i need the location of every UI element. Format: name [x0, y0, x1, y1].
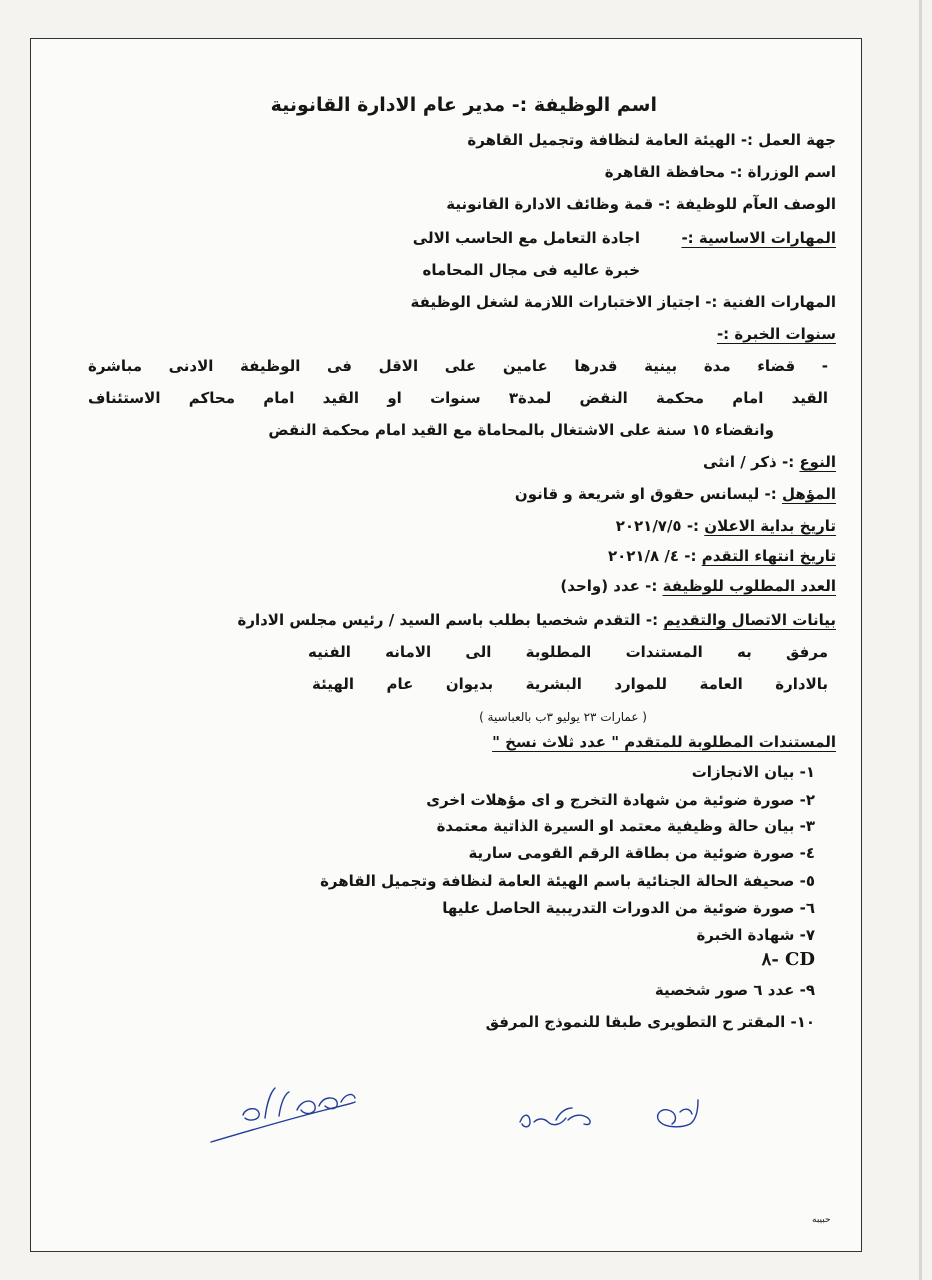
document-item: ١٠- المقتر ح التطويرى طبقا للنموذج المرفق — [485, 1013, 815, 1031]
gender-value: :- ذكر / انثى — [703, 453, 795, 471]
experience-line-1: - قضاء مدة بينية قدرها عامين على الاقل فى الوظيفة الادنى مباشرة — [88, 357, 828, 375]
start-date-label: تاريخ بداية الاعلان — [704, 517, 836, 535]
ministry-line: اسم الوزراة :- محافظة القاهرة — [604, 163, 836, 181]
qualification-label: المؤهل — [781, 485, 836, 503]
page-title: اسم الوظيفة :- مدير عام الادارة القانونية — [270, 94, 657, 116]
experience-line-2: القيد امام محكمة النقض لمدة٣ سنوات او القيد امام محاكم الاستئناف — [88, 389, 828, 407]
footer-note: حبيبه — [812, 1215, 831, 1225]
document-item: ٨- CD — [761, 949, 815, 970]
technical-skills-line: المهارات الفنية :- اجتياز الاختبارات اللازمة لشغل الوظيفة — [410, 293, 836, 311]
required-count-label: العدد المطلوب للوظيفة — [662, 577, 836, 595]
basic-skills-value-1: اجادة التعامل مع الحاسب الالى — [412, 229, 640, 247]
document-item: ٩- عدد ٦ صور شخصية — [654, 981, 815, 999]
gender-line — [703, 452, 836, 472]
basic-skills-value-2: خبرة عاليه فى مجال المحاماه — [422, 261, 640, 279]
contact-line-2: مرفق به المستندات المطلوبة الى الامانه الفنيه — [308, 643, 828, 661]
start-date-value: :- ٢٠٢١/٧/٥ — [615, 517, 700, 535]
document-item: ٧- شهادة الخبرة — [696, 926, 815, 944]
qualification-line — [515, 484, 836, 504]
page-edge-shadow — [919, 0, 922, 1280]
signature-right — [650, 1094, 710, 1134]
contact-line-1 — [237, 610, 836, 630]
qualification-value: :- ليسانس حقوق او شريعة و قانون — [514, 485, 777, 503]
document-item: ٣- بيان حالة وظيفية معتمد او السيرة الذاتية معتمدة — [436, 817, 815, 835]
documents-heading: المستندات المطلوبة للمتقدم " عدد ثلاث نسخ " — [492, 733, 836, 751]
signature-left — [205, 1080, 360, 1150]
document-item: ١- بيان الانجازات — [691, 763, 815, 781]
start-date-line — [616, 516, 836, 536]
gender-label: النوع — [799, 453, 836, 471]
contact-value: :- التقدم شخصيا بطلب باسم السيد / رئيس مجلس الادارة — [237, 611, 659, 629]
required-count-value: :- عدد (واحد) — [560, 577, 658, 595]
document-item: ٢- صورة ضوئية من شهادة التخرج و اى مؤهلات اخرى — [426, 791, 815, 809]
signature-middle — [516, 1100, 596, 1136]
document-item: ٤- صورة ضوئية من بطاقة الرقم القومى سارية — [468, 844, 815, 862]
workplace-line: جهة العمل :- الهيئة العامة لنظافة وتجميل القاهرة — [467, 131, 836, 149]
contact-line-3: بالادارة العامة للموارد البشرية بديوان عام الهيئة — [312, 675, 828, 693]
general-description-line: الوصف العآم للوظيفة :- قمة وظائف الادارة القانونية — [446, 195, 836, 213]
experience-label: سنوات الخبرة :- — [716, 325, 836, 343]
end-date-label: تاريخ انتهاء التقدم — [701, 547, 836, 565]
document-item: ٥- صحيفة الحالة الجنائية باسم الهيئة العامة لنظافة وتجميل القاهرة — [320, 872, 815, 890]
contact-label: بيانات الاتصال والتقديم — [663, 611, 836, 629]
document-item: ٦- صورة ضوئية من الدورات التدريبية الحاصل عليها — [442, 899, 815, 917]
required-count-line — [560, 576, 836, 596]
basic-skills-label: المهارات الاساسية :- — [681, 229, 836, 247]
end-date-line — [608, 546, 836, 566]
contact-address: ( عمارات ٢٣ يوليو ٣ب بالعباسية ) — [479, 710, 647, 724]
end-date-value: :- ٤/ ٢٠٢١/٨ — [607, 547, 697, 565]
experience-line-3: وانقضاء ١٥ سنة على الاشتغال بالمحاماة مع القيد امام محكمة النقض — [268, 421, 774, 439]
